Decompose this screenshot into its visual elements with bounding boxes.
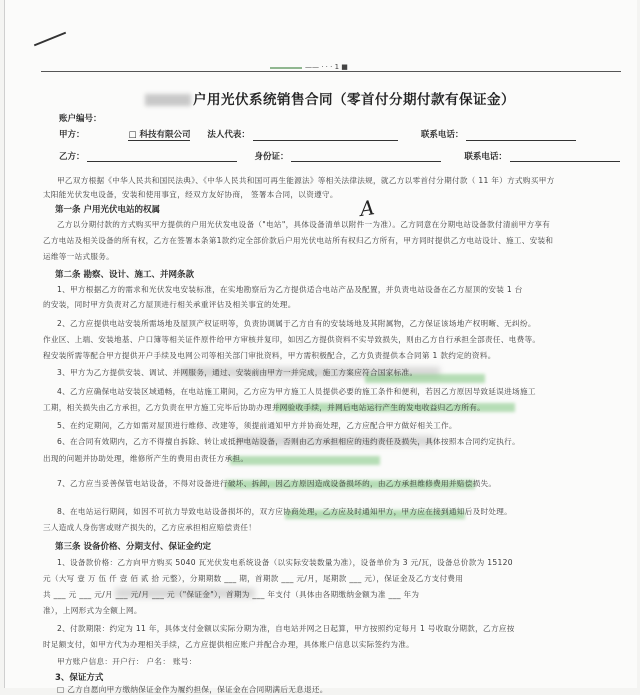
intro-line: 太阳能光伏发电设备，安装和使用事宜，经双方友好协商， 签署本合同，以资遵守。 xyxy=(43,190,338,199)
paragraph-line: 乙方电站及相关设备的所有权，乙方在签署本条第1款约定全部价款后户用光伏电站所有权归乙方所有，甲方同时提供乙方电站设计、施工、安装和 xyxy=(43,236,554,245)
legal-rep-field[interactable] xyxy=(253,131,398,141)
paragraph-line: 运维等一站式服务。 xyxy=(43,252,115,261)
party-a-blank[interactable] xyxy=(87,132,125,141)
party-b-field[interactable] xyxy=(87,152,237,162)
paragraph-line: □ 乙方自愿向甲方缴纳保证金作为履约担保，保证金在合同期满后无息退还。 xyxy=(57,685,328,694)
contract-page xyxy=(4,0,637,694)
header-page-mark: —— · · · 1 ■ xyxy=(305,63,348,71)
party-b-label: 乙方： xyxy=(59,152,85,162)
handwritten-mark: A xyxy=(358,195,377,221)
account-no-label: 账户编号： xyxy=(59,114,102,124)
paragraph-line: 3、甲方为乙方提供安装、调试、并网服务，通过、安装前由甲方一并完成，施工方案应符合国家标准。 xyxy=(57,368,418,377)
paragraph-line: 作业区、上端、安装地基、户口簿等相关证件原件给甲方审核并复印，如因乙方提供资料不实导致损失，则由乙方自行承担全部责任、电费等。 xyxy=(43,335,541,344)
paragraph-line: 1、设备款价格：乙方向甲方购买 5040 瓦光伏发电系统设备（以实际安装数量为准），设备单价为 3 元/瓦，设备总价款为 15120 xyxy=(57,558,513,567)
legal-rep-label: 法人代表： xyxy=(207,130,250,140)
paragraph-line: 2、乙方应提供电站安装所需场地及屋顶产权证明等，负责协调属于乙方自有的安装场地及其附属物，乙方保证该场地产权明晰、无纠纷。 xyxy=(57,319,536,328)
party-a-row xyxy=(59,128,576,141)
contact-phone-b-field[interactable] xyxy=(510,152,620,162)
party-b-row xyxy=(59,150,620,162)
id-card-label: 身份证： xyxy=(254,152,289,162)
paragraph-line: 8、在电站运行期间，如因不可抗力导致电站设备损坏的，双方应协商处理，乙方应及时通知甲方，甲方应在接到通知后及时处理。 xyxy=(57,507,513,516)
contract-title xyxy=(145,88,515,108)
paragraph-line: 2、付款期限：约定为 11 年，具体支付金额以实际分期为准，自电站并网之日起算，甲方按照约定每月 1 号收取分期款，乙方应按 xyxy=(57,624,515,633)
paragraph-line: 1、甲方根据乙方的需求和光伏发电安装标准，在实地勘察后为乙方提供适合电站产品及配置，并负责电站设备在乙方屋顶的安装 1 台 xyxy=(57,285,523,294)
contact-phone-b-label: 联系电话： xyxy=(464,152,507,162)
paragraph-line: 工期，相关损失由乙方承担，乙方负责在甲方施工完毕后协助办理并网验收手续，并网后电站运行产生的发电收益归乙方所有。 xyxy=(43,403,486,412)
id-card-field[interactable] xyxy=(291,152,441,162)
paragraph-line: 的安装，同时甲方负责对乙方屋顶进行相关承重评估及相关事宜的处理。 xyxy=(43,300,296,309)
paragraph-line: 程安装所需等配合甲方提供开户手续及电网公司等相关部门审批资料，甲方需积极配合，乙方负责提供本合同第 1 款约定的资料。 xyxy=(43,351,496,360)
header-rule xyxy=(41,71,621,72)
paragraph-line: 共 ___ 元 ___ 元/月 ___ 元/月 ___ 元（"保证金"），首期为 ___ 年支付（具体由各期缴纳金额为准 ___ 年为 xyxy=(43,590,420,599)
intro-line: 甲乙双方根据《中华人民共和国民法典》、《中华人民共和国可再生能源法》等相关法律法规，就乙方以零首付分期付款（ 11 年）方式购买甲方 xyxy=(57,176,555,185)
section-heading: 第二条 勘察、设计、施工、并网条款 xyxy=(55,270,194,280)
paragraph-line: 7、乙方应当妥善保管电站设备，不得对设备进行破坏、拆卸，因乙方原因造成设备损坏的，由乙方承担维修费用并赔偿损失。 xyxy=(57,479,497,488)
paragraph-line: 乙方以分期付款的方式购买甲方提供的户用光伏发电设备（"电站"，具体设备清单以附件一为准）。乙方同意在分期电站设备款付清前甲方享有 xyxy=(57,220,551,229)
paragraph-line: 准），上网形式为全额上网。 xyxy=(43,606,142,615)
section-heading: 第三条 设备价格、分期支付、保证金约定 xyxy=(55,542,211,552)
header-highlight xyxy=(270,67,302,69)
section-heading: 3、保证方式 xyxy=(55,673,104,683)
contact-phone-a-label: 联系电话： xyxy=(420,130,464,140)
bank-account-line: 甲方账户信息：开户行： 户名： 账号： xyxy=(57,657,197,666)
contact-phone-a-field[interactable] xyxy=(466,131,576,141)
paragraph-line: 4、乙方应确保电站安装区域通畅，在电站施工期间，乙方应为甲方施工人员提供必要的施工条件和便利，若因乙方原因导致延误进场施工 xyxy=(57,387,536,396)
pen-mark xyxy=(34,32,66,47)
paragraph-line: 元（大写 壹 万 伍 仟 壹 佰 贰 拾 元整），分期期数 ___ 期，首期款 ___ 元/月，尾期款 ___ 元），保证金及乙方支付费用 xyxy=(43,574,464,583)
paragraph-line: 时足额支付，如甲方代为办理相关手续，乙方应提供相应账户并配合办理，具体账户信息以实际签约为准。 xyxy=(43,640,414,649)
paragraph-line: 三人造成人身伤害或财产损失的，乙方应承担相应赔偿责任！ xyxy=(43,523,257,532)
paragraph-line: 6、在合同有效期内，乙方不得擅自拆除、转让或抵押电站设备，否则由乙方承担相应的违约责任及损失，具体按照本合同约定执行。 xyxy=(57,437,520,446)
title-text: 户用光伏系统销售合同（零首付分期付款有保证金） xyxy=(193,92,515,108)
redacted-company-name xyxy=(145,94,191,106)
section-heading: 第一条 户用光伏电站的权属 xyxy=(55,205,160,215)
party-a-company: □ 科技有限公司 xyxy=(128,130,191,140)
party-a-label: 甲方： xyxy=(59,130,85,140)
paragraph-line: 出现的问题并协助处理，维修所产生的费用由责任方承担。 xyxy=(43,454,249,463)
paragraph-line: 5、在约定期间，乙方如需对屋顶进行维修、改建等，须提前通知甲方并协商处理，乙方应配合甲方做好相关工作。 xyxy=(57,421,457,430)
